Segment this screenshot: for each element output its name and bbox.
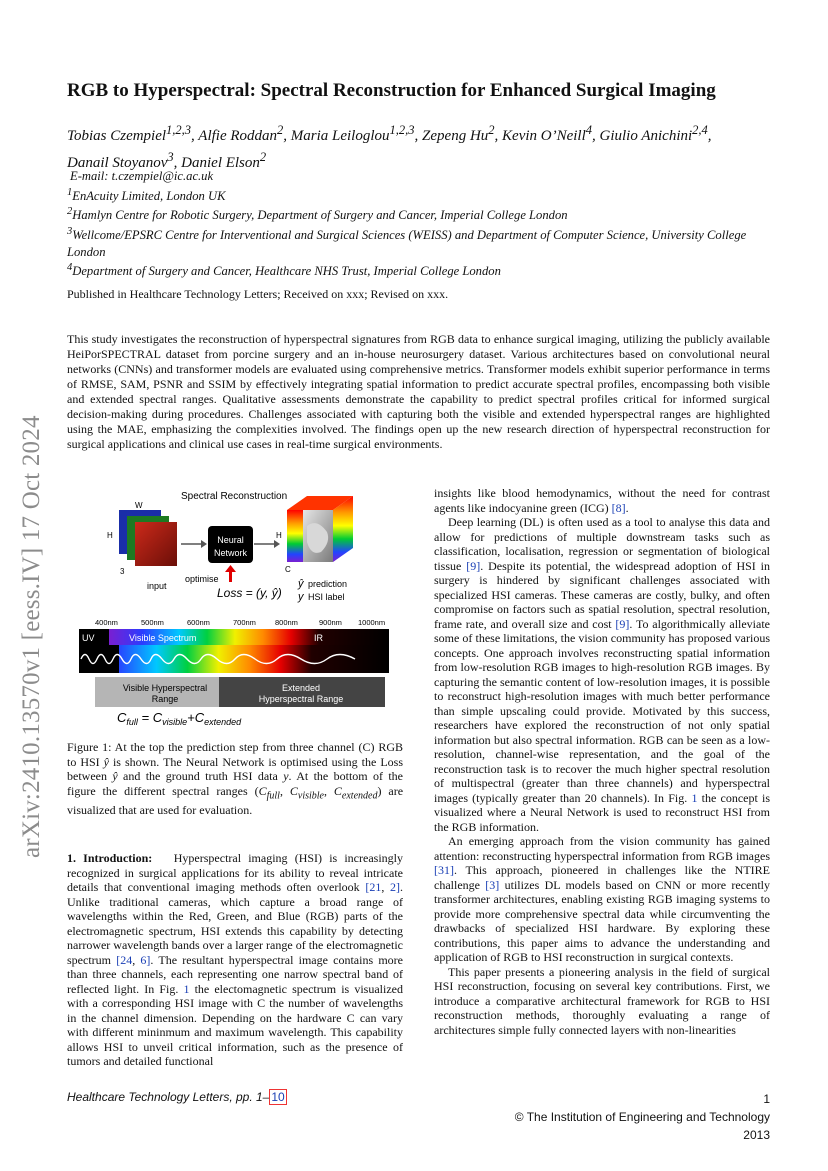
publication-info: Published in Healthcare Technology Letters; Received on xxx; Revised on xxx.: [67, 287, 449, 301]
email: E-mail: t.czempiel@ic.ac.uk: [70, 169, 214, 183]
hsi-cube-front-spectrum: [287, 510, 303, 562]
ir-label: IR: [314, 633, 323, 643]
uv-label: UV: [82, 633, 95, 643]
right-paragraph-2: An emerging approach from the vision community has gained attention: reconstructing hyperspectral information from RGB images [31]. This approach, pioneered in challenges like the NTIRE challenge [3] utilizes DL models based on CNN or more recently transformer architectures, enabling existing RGB imaging systems to provide more comprehensive spectral data while circumventing the drawbacks of specialized HSI hardware. By exploring these contributions, this paper aims to advance the understanding and application of RGB to HSI reconstruction in surgical contexts.: [434, 834, 770, 964]
page-number: 1: [763, 1092, 770, 1106]
wavelength-600: 600nm: [187, 618, 210, 627]
right-paragraph-3: This paper presents a pioneering analysis in the field of surgical HSI reconstruction, focusing on several key contributions. First, we introduce a comparative architectural framework for RGB to HSI reconstruction methods, thoroughly evaluating a range of architectures simple fully connected layers with non-linearities: [434, 964, 770, 1037]
authors-line-1: Tobias Czempiel$^{1,2,3}$, Alfie Roddan$^2$, Maria Leiloglou$^{1,2,3}$, Zepeng Hu$^2$, Kevin O’Neill$^4$, Giulio Anichini$^{2,4}$,: [67, 123, 712, 144]
affiliation-2: $^2$Hamlyn Centre for Robotic Surgery, Department of Surgery and Cancer, Imperial College London: [67, 206, 568, 223]
footer-journal: Healthcare Technology Letters, pp. 1– 10: [67, 1090, 285, 1104]
loss-label: Loss = (y, ŷ): [217, 586, 282, 600]
wavelength-900: 900nm: [319, 618, 342, 627]
visible-range-label-2: Range: [151, 694, 179, 704]
affiliation-4: $^4$Department of Surgery and Cancer, Healthcare NHS Trust, Imperial College London: [67, 262, 501, 279]
wavelength-700: 700nm: [233, 618, 256, 627]
wavelength-400: 400nm: [95, 618, 118, 627]
hsi-label: HSI label: [308, 592, 345, 602]
input-w-label: W: [135, 501, 143, 510]
intro-heading: 1. Introduction:: [67, 851, 153, 865]
input-h-label: H: [107, 531, 113, 540]
intro-paragraph-1: 1. Introduction: Hyperspectral imaging (HSI) is increasingly recognized in surgical applications for its ability to reveal intricate details that conventional imaging methods often overlook [21, 2]. Unlike traditional cameras, which capture a broad range of wavelengths within the Red, Green, and Blue (RGB) parts of the electromagnetic spectrum, HSI extends this capability by detecting narrower wavelength bands over a larger range of the electromagnetic spectrum [24, 6]. The resultant hyperspectral image contains more than three channels, each representing one narrow spectral band of reflected light. In Fig. 1 the electomagnetic spectrum is visualized with a corresponding HSI image with C the number of wavelengths in the channel dimension. Depending on the hardware C can vary with different mininmum and maximum wavelength. This capability allows HSI to unveil critical information, such as the presence of tumors and detailed functional: [67, 851, 404, 1068]
figure-1-caption: Figure 1: At the top the prediction step from three channel (C) RGB to HSI ŷ is shown. The Neural Network is optimised using the Loss between ŷ and the ground truth HSI data y. At the bottom of the figure the different spectral ranges ($C_{full}$, $C_{visible}$, $C_{extended}$) are visualized that are used for evaluation.: [67, 740, 404, 818]
yhat-symbol: ŷ: [298, 578, 304, 590]
output-h-label: H: [276, 531, 282, 540]
abstract: This study investigates the reconstruction of hyperspectral signatures from RGB data to enhance surgical imaging, utilizing the publicly available HeiPorSPECTRAL dataset from porcine surgery and an in-house neurosurgery dataset. Various architectures based on convolutional neural networks (CNNs) and transformer models are evaluated using comprehensive metrics. Transformer models exhibit superior performance in terms of RMSE, SAM, PSNR and SSIM by effectively integrating spatial information to predict accurate spectral profiles, encompassing both visible and extended spectral ranges. Qualitative assessments demonstrate the capability to predict spectral profiles critical for informed surgical decision-making during procedures. Challenges associated with capturing both the visible and extended hyperspectral ranges are highlighted using the MAE, emphasizing the complexities involved. The findings open up the new research direction of hyperspectral reconstruction for surgical applications and clinical use cases in real-time surgical environments.: [67, 332, 770, 451]
extended-range-label-1: Extended: [281, 683, 321, 693]
author-list: [67, 120, 777, 174]
extended-range-label-2: Hyperspectral Range: [258, 694, 344, 704]
wave-strip: [79, 645, 389, 673]
figure-title: Spectral Reconstruction: [181, 491, 288, 502]
affiliation-3: $^3$Wellcome/EPSRC Centre for Interventional and Surgical Sciences (WEISS) and Department of Computer Science, University College London: [67, 225, 747, 259]
wavelength-800: 800nm: [275, 618, 298, 627]
output-c-label: C: [285, 565, 291, 574]
input-channel-label: 3: [120, 567, 125, 576]
arxiv-sidebar: [18, 415, 48, 898]
footer-right: [500, 1090, 770, 1144]
right-paragraph-1: Deep learning (DL) is often used as a tool to analyse this data and allow for predictions of multiple downstream tasks such as classification, localisation, regression or segmentation of biological tissue [9]. Despite its potential, the widespread adoption of HSI in surgery is hindered by significant challenges associated with specialized HSI cameras. These cameras are costly, bulky, and often compromise on factors such as spatial resolution, spectral resolution, frame rate, and overall size and cost [9]. To algorithmically alleviate some of these limitations, the vision community has proposed various concepts. One approach involves reconstructing spatial information from low-resolution RGB images to high-resolution RGB images. By capturing the semantic content of low-resolution images, it is possible to reconstruct high-resolution images with much better performance than simple upscaling could provide. Motivated by this success, researchers have explored the reconstruction of not only spatial information but also spectral information. RGB can be seen as a low-resolution, channel-wise representation, and the goal of the reconstruction task is to recover the much higher spectral resolution of multispectral (greater than three channels) and hyperspectral images (typically greater than 20 channels). In Fig. 1 the concept is visualized where a Neural Network is used to reconstruct HSI from the RGB information.: [434, 515, 771, 834]
prediction-label: prediction: [308, 579, 348, 589]
input-red-channel: [135, 522, 177, 566]
affiliation-1: $^1$EnAcuity Limited, London UK: [67, 186, 226, 203]
network-label-1: Neural: [217, 535, 244, 545]
introduction-section: [67, 851, 403, 1069]
copyright: © The Institution of Engineering and Technology 2013: [514, 1110, 770, 1142]
network-label-2: Network: [213, 548, 248, 558]
wavelength-500: 500nm: [141, 618, 164, 627]
optimise-label: optimise: [185, 574, 219, 584]
right-column: [434, 486, 770, 1037]
visible-spectrum-label: Visible Spectrum: [129, 633, 197, 643]
visible-range-label-1: Visible Hyperspectral: [122, 683, 208, 693]
input-label: input: [147, 581, 167, 591]
authors-line-2: Danail Stoyanov$^3$, Daniel Elson$^2$: [67, 150, 267, 171]
affiliations: [67, 168, 777, 280]
right-paragraph-0: insights like blood hemodynamics, without the need for contrast agents like indocyanine green (ICG) [8].: [434, 486, 770, 515]
wavelength-1000: 1000nm: [358, 618, 386, 627]
y-symbol: y: [298, 591, 304, 603]
wavelength-axis: [95, 618, 385, 627]
arxiv-identifier: arXiv:2410.13570v1 [eess.IV] 17 Oct 2024: [18, 415, 45, 858]
figure-1: [67, 486, 403, 736]
paper-title: RGB to Hyperspectral: Spectral Reconstruction for Enhanced Surgical Imaging: [67, 80, 716, 101]
range-equation: $C_{full} = C_{visible}+C_{extended}$: [117, 710, 242, 727]
